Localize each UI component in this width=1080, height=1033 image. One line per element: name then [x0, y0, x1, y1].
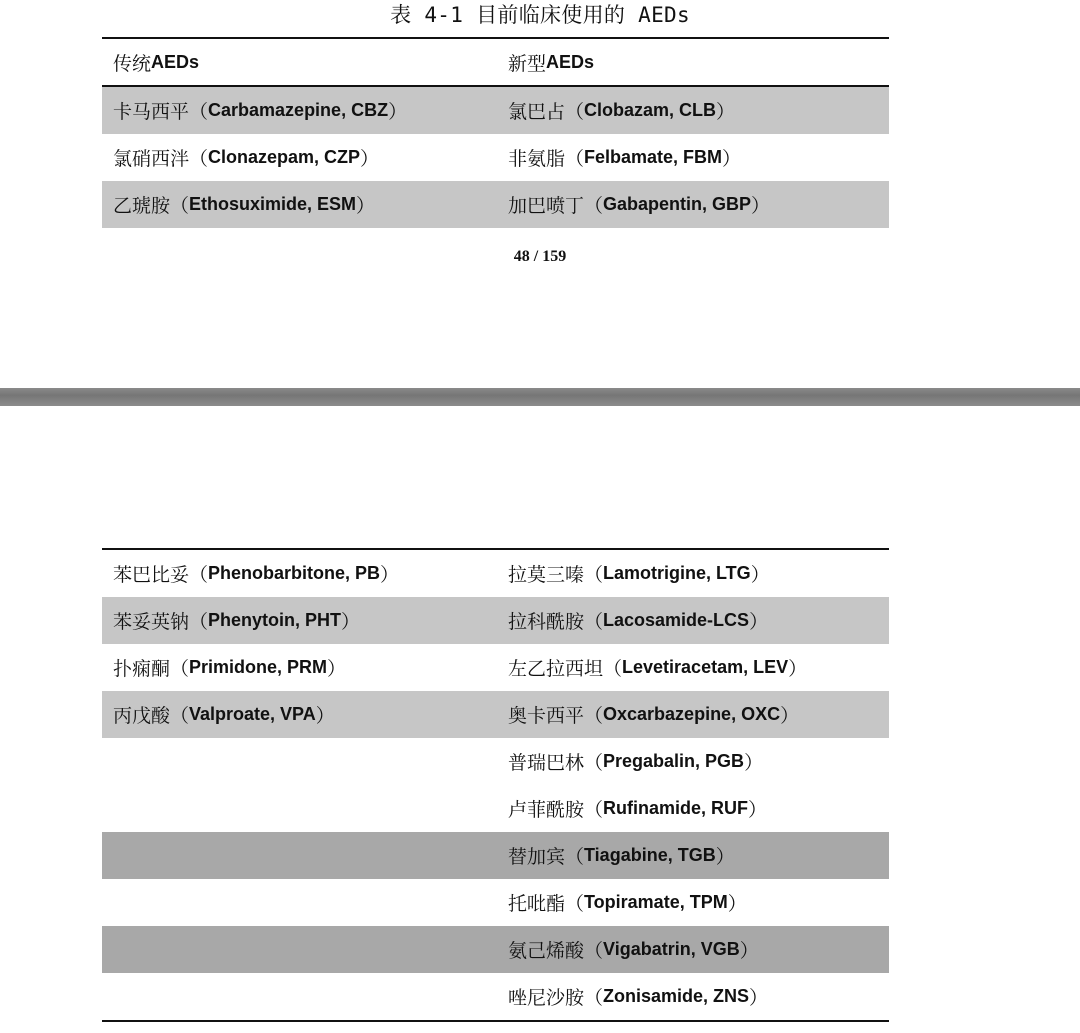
table-row: [102, 597, 889, 644]
traditional-drug-cell: [102, 926, 494, 973]
traditional-drug-cell: 卡马西平（ Carbamazepine, CBZ ）: [113, 100, 408, 123]
new-drug-cell: 氯巴占（ Clobazam, CLB ）: [508, 100, 736, 123]
table-row: [102, 879, 889, 926]
table-row: [102, 134, 889, 181]
traditional-drug-cell: 扑痫酮（ Primidone, PRM ）: [113, 657, 347, 680]
traditional-drug-cell: 丙戊酸（ Valproate, VPA ）: [113, 704, 335, 727]
new-drug-cell: 氨己烯酸（ Vigabatrin, VGB ）: [508, 939, 759, 962]
traditional-drug-cell: [102, 785, 494, 832]
table-row: [102, 550, 889, 597]
new-drug-cell: 拉莫三嗪（ Lamotrigine, LTG ）: [508, 563, 770, 586]
page-number: 48 / 159: [513, 248, 567, 265]
table-row: [102, 181, 889, 228]
table-row: [102, 832, 889, 879]
page-48: [0, 0, 1080, 388]
page-separator: [0, 388, 1080, 406]
traditional-drug-cell: [102, 879, 494, 926]
traditional-drug-cell: 氯硝西泮（ Clonazepam, CZP ）: [113, 147, 380, 170]
traditional-drug-cell: [102, 832, 494, 879]
new-drug-cell: 卢菲酰胺（ Rufinamide, RUF ）: [508, 798, 768, 821]
header-new-aeds: 新型 AEDs: [508, 51, 595, 75]
traditional-drug-cell: [102, 738, 494, 785]
table-row: [102, 738, 889, 785]
new-drug-cell: 替加宾（ Tiagabine, TGB ）: [508, 845, 735, 868]
new-drug-cell: 拉科酰胺（ Lacosamide-LCS ）: [508, 610, 769, 633]
new-drug-cell: 普瑞巴林（ Pregabalin, PGB ）: [508, 751, 764, 774]
traditional-drug-cell: 乙琥胺（ Ethosuximide, ESM ）: [113, 194, 376, 217]
traditional-drug-cell: 苯巴比妥（ Phenobarbitone, PB ）: [113, 563, 400, 586]
aeds-table-part-2: [102, 548, 889, 1022]
table-caption: 表 4-1 目前临床使用的 AEDs: [390, 3, 690, 27]
aeds-table-part-1: [102, 37, 889, 228]
new-drug-cell: 奥卡西平（ Oxcarbazepine, OXC ）: [508, 704, 800, 727]
new-drug-cell: 非氨脂（ Felbamate, FBM ）: [508, 147, 742, 170]
new-drug-cell: 加巴喷丁（ Gabapentin, GBP ）: [508, 194, 771, 217]
new-drug-cell: 左乙拉西坦（ Levetiracetam, LEV ）: [508, 657, 808, 680]
table-row: [102, 87, 889, 134]
new-drug-cell: 唑尼沙胺（ Zonisamide, ZNS ）: [508, 986, 769, 1009]
traditional-drug-cell: 苯妥英钠（ Phenytoin, PHT ）: [113, 610, 361, 633]
table-row: [102, 926, 889, 973]
table-row: [102, 973, 889, 1020]
table-row: [102, 644, 889, 691]
new-drug-cell: 托吡酯（ Topiramate, TPM ）: [508, 892, 747, 915]
traditional-drug-cell: [102, 973, 494, 1020]
table-row: [102, 691, 889, 738]
table-header-row: [102, 39, 889, 87]
table-row: [102, 785, 889, 832]
header-traditional-aeds: 传统 AEDs: [113, 51, 200, 75]
